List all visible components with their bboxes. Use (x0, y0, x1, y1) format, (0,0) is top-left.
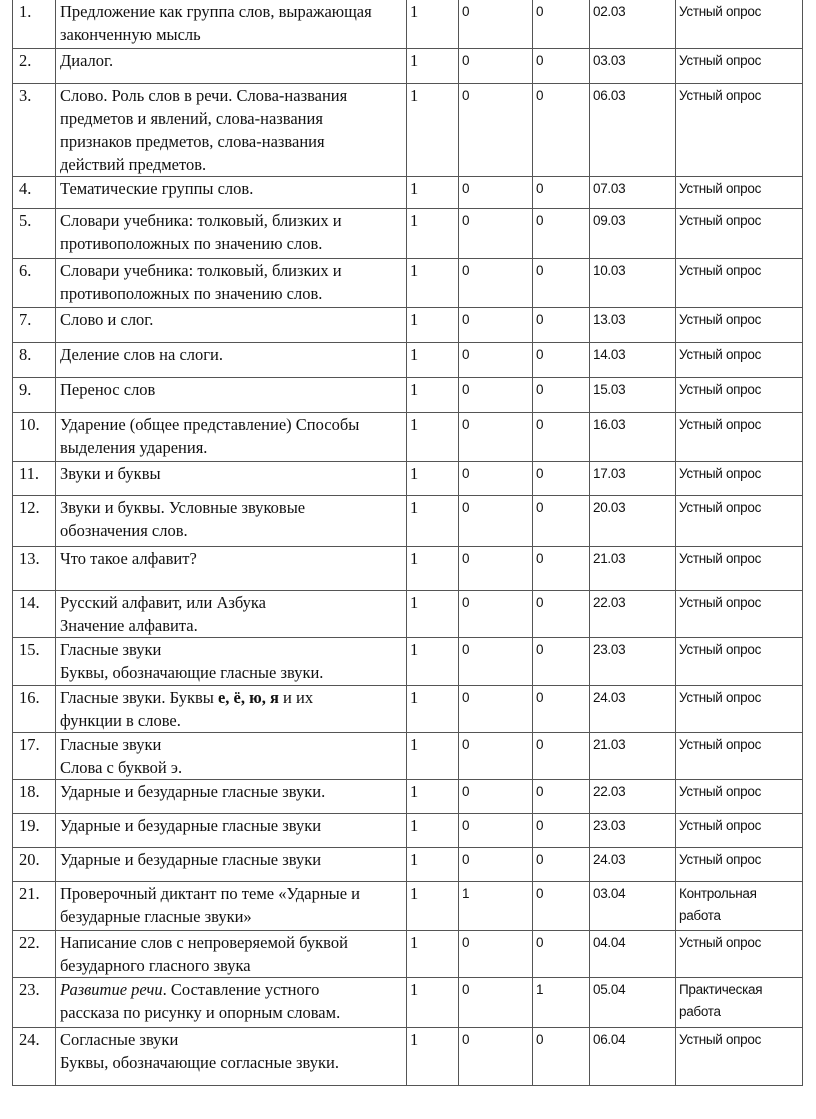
practical-work-cell: 0 (533, 591, 590, 638)
date-cell: 21.03 (590, 547, 676, 591)
hours-cell: 1 (407, 496, 459, 547)
hours-cell: 1 (407, 591, 459, 638)
topic-line: противоположных по значению слов. (60, 234, 323, 253)
topic-line: обозначения слов. (60, 521, 188, 540)
lesson-topic-cell (56, 49, 407, 84)
control-work-cell: 0 (459, 591, 533, 638)
practical-work-cell: 0 (533, 814, 590, 848)
topic-line: Проверочный диктант по теме «Ударные и (60, 884, 361, 903)
lesson-number-cell: 1. (13, 0, 56, 49)
lesson-number-cell: 7. (13, 308, 56, 343)
topic-text: и их (278, 688, 314, 707)
table-row (13, 733, 803, 780)
topic-line: Диалог. (60, 51, 114, 70)
date-cell: 06.03 (590, 84, 676, 177)
hours-cell: 1 (407, 931, 459, 978)
lesson-topic-cell (56, 259, 407, 308)
practical-work-cell: 0 (533, 686, 590, 733)
topic-line: Слова с буквой э. (60, 758, 183, 777)
lesson-topic-cell (56, 462, 407, 496)
lesson-topic-cell (56, 378, 407, 413)
lesson-topic-cell (56, 308, 407, 343)
topic-line: функции в слове. (60, 711, 181, 730)
date-cell: 15.03 (590, 378, 676, 413)
control-work-cell: 0 (459, 780, 533, 814)
lesson-number-cell: 24. (13, 1028, 56, 1086)
practical-work-cell: 0 (533, 547, 590, 591)
control-work-cell: 0 (459, 931, 533, 978)
control-work-cell: 0 (459, 84, 533, 177)
date-cell: 10.03 (590, 259, 676, 308)
topic-line (60, 686, 406, 709)
hours-cell: 1 (407, 308, 459, 343)
topic-line: Ударные и безударные гласные звуки (60, 816, 322, 835)
date-cell: 05.04 (590, 978, 676, 1028)
topic-line: предметов и явлений, слова-названия (60, 109, 323, 128)
practical-work-cell: 0 (533, 49, 590, 84)
assessment-form-cell: Устный опрос (676, 591, 803, 638)
hours-cell: 1 (407, 638, 459, 686)
topic-line: Предложение как группа слов, выражающая (60, 2, 372, 21)
lesson-number-cell: 23. (13, 978, 56, 1028)
lesson-number-cell: 15. (13, 638, 56, 686)
table-row (13, 209, 803, 259)
assessment-form-cell: Устный опрос (676, 1028, 803, 1086)
lesson-topic-cell (56, 0, 407, 49)
topic-line: Согласные звуки (60, 1030, 179, 1049)
practical-work-cell: 0 (533, 1028, 590, 1086)
hours-cell: 1 (407, 378, 459, 413)
topic-line: Написание слов с непроверяемой буквой (60, 933, 348, 952)
lesson-number-cell: 9. (13, 378, 56, 413)
control-work-cell: 0 (459, 209, 533, 259)
control-work-cell: 0 (459, 638, 533, 686)
topic-line: рассказа по рисунку и опорным словам. (60, 1003, 341, 1022)
table-row (13, 462, 803, 496)
table-row (13, 848, 803, 882)
date-cell: 13.03 (590, 308, 676, 343)
lesson-topic-cell (56, 413, 407, 462)
table-row (13, 343, 803, 378)
practical-work-cell: 0 (533, 84, 590, 177)
lesson-topic-cell (56, 496, 407, 547)
table-row (13, 496, 803, 547)
practical-work-cell: 0 (533, 0, 590, 49)
lesson-number-cell: 2. (13, 49, 56, 84)
assessment-form-cell: Устный опрос (676, 259, 803, 308)
topic-line: Деление слов на слоги. (60, 345, 223, 364)
practical-work-cell: 0 (533, 638, 590, 686)
control-work-cell: 0 (459, 1028, 533, 1086)
lesson-number-cell: 14. (13, 591, 56, 638)
date-cell: 03.03 (590, 49, 676, 84)
control-work-cell: 0 (459, 259, 533, 308)
lesson-topic-cell (56, 547, 407, 591)
table-row (13, 547, 803, 591)
assessment-form-cell: Устный опрос (676, 84, 803, 177)
date-cell: 23.03 (590, 814, 676, 848)
hours-cell: 1 (407, 978, 459, 1028)
topic-line: противоположных по значению слов. (60, 284, 323, 303)
table-row (13, 978, 803, 1028)
lesson-topic-cell (56, 177, 407, 209)
hours-cell: 1 (407, 547, 459, 591)
table-row (13, 84, 803, 177)
practical-work-cell: 0 (533, 413, 590, 462)
table-row (13, 0, 803, 49)
lesson-number-cell: 8. (13, 343, 56, 378)
lesson-topic-cell (56, 814, 407, 848)
control-work-cell: 0 (459, 413, 533, 462)
assessment-form-cell: Устный опрос (676, 848, 803, 882)
practical-work-cell: 0 (533, 882, 590, 931)
lesson-number-cell: 22. (13, 931, 56, 978)
date-cell: 17.03 (590, 462, 676, 496)
topic-line: Что такое алфавит? (60, 549, 197, 568)
hours-cell: 1 (407, 733, 459, 780)
control-work-cell: 0 (459, 496, 533, 547)
date-cell: 06.04 (590, 1028, 676, 1086)
topic-line: Буквы, обозначающие согласные звуки. (60, 1053, 340, 1072)
lesson-topic-cell (56, 343, 407, 378)
hours-cell: 1 (407, 462, 459, 496)
hours-cell: 1 (407, 343, 459, 378)
topic-line: Гласные звуки (60, 735, 162, 754)
date-cell: 23.03 (590, 638, 676, 686)
table-row (13, 686, 803, 733)
table-row (13, 1028, 803, 1086)
lesson-topic-cell (56, 209, 407, 259)
practical-work-cell: 0 (533, 308, 590, 343)
hours-cell: 1 (407, 209, 459, 259)
topic-line: выделения ударения. (60, 438, 208, 457)
control-work-cell: 0 (459, 308, 533, 343)
topic-line: Ударение (общее представление) Способы (60, 415, 360, 434)
table-row (13, 814, 803, 848)
table-row (13, 413, 803, 462)
topic-line: Ударные и безударные гласные звуки. (60, 782, 326, 801)
topic-line: Слово. Роль слов в речи. Слова-названия (60, 86, 348, 105)
assessment-form-cell: Устный опрос (676, 733, 803, 780)
practical-work-cell: 0 (533, 259, 590, 308)
practical-work-cell: 0 (533, 177, 590, 209)
topic-italic-text: Развитие речи (60, 980, 163, 999)
topic-line: Слово и слог. (60, 310, 154, 329)
lesson-topic-cell (56, 84, 407, 177)
lesson-plan-table (12, 0, 803, 1086)
table-row (13, 931, 803, 978)
practical-work-cell: 0 (533, 343, 590, 378)
topic-line: Словари учебника: толковый, близких и (60, 261, 342, 280)
lesson-number-cell: 20. (13, 848, 56, 882)
date-cell: 07.03 (590, 177, 676, 209)
assessment-form-cell: Устный опрос (676, 308, 803, 343)
topic-line: Тематические группы слов. (60, 179, 254, 198)
topic-line (60, 978, 406, 1001)
assessment-form-cell: Устный опрос (676, 177, 803, 209)
topic-line: Словари учебника: толковый, близких и (60, 211, 342, 230)
topic-text: . Составление устного (162, 980, 320, 999)
control-work-cell: 0 (459, 177, 533, 209)
lesson-topic-cell (56, 848, 407, 882)
lesson-topic-cell (56, 978, 407, 1028)
hours-cell: 1 (407, 413, 459, 462)
date-cell: 14.03 (590, 343, 676, 378)
assessment-form-cell: Устный опрос (676, 343, 803, 378)
topic-line: действий предметов. (60, 155, 207, 174)
hours-cell: 1 (407, 882, 459, 931)
lesson-number-cell: 13. (13, 547, 56, 591)
date-cell: 24.03 (590, 686, 676, 733)
assessment-form-cell: Устный опрос (676, 931, 803, 978)
hours-cell: 1 (407, 848, 459, 882)
form-line: работа (679, 1004, 721, 1019)
assessment-form-cell: Устный опрос (676, 209, 803, 259)
control-work-cell: 0 (459, 978, 533, 1028)
control-work-cell: 0 (459, 848, 533, 882)
control-work-cell: 0 (459, 814, 533, 848)
control-work-cell: 0 (459, 733, 533, 780)
date-cell: 20.03 (590, 496, 676, 547)
practical-work-cell: 0 (533, 848, 590, 882)
table-row (13, 882, 803, 931)
lesson-number-cell: 18. (13, 780, 56, 814)
lesson-number-cell: 16. (13, 686, 56, 733)
lesson-number-cell: 17. (13, 733, 56, 780)
assessment-form-cell (676, 882, 803, 931)
topic-text: Гласные звуки. Буквы (60, 688, 218, 707)
practical-work-cell: 0 (533, 209, 590, 259)
lesson-number-cell: 19. (13, 814, 56, 848)
control-work-cell: 1 (459, 882, 533, 931)
lesson-number-cell: 10. (13, 413, 56, 462)
hours-cell: 1 (407, 84, 459, 177)
topic-line: Русский алфавит, или Азбука (60, 593, 266, 612)
lesson-number-cell: 6. (13, 259, 56, 308)
lesson-table-body (13, 0, 803, 1086)
lesson-topic-cell (56, 591, 407, 638)
control-work-cell: 0 (459, 49, 533, 84)
lesson-topic-cell (56, 733, 407, 780)
control-work-cell: 0 (459, 547, 533, 591)
form-line: работа (679, 908, 721, 923)
assessment-form-cell: Устный опрос (676, 0, 803, 49)
topic-line: Звуки и буквы. Условные звуковые (60, 498, 306, 517)
lesson-number-cell: 11. (13, 462, 56, 496)
lesson-number-cell: 4. (13, 177, 56, 209)
table-row (13, 638, 803, 686)
hours-cell: 1 (407, 686, 459, 733)
date-cell: 09.03 (590, 209, 676, 259)
topic-line: Гласные звуки (60, 640, 162, 659)
lesson-topic-cell (56, 780, 407, 814)
date-cell: 22.03 (590, 780, 676, 814)
date-cell: 16.03 (590, 413, 676, 462)
hours-cell: 1 (407, 177, 459, 209)
control-work-cell: 0 (459, 686, 533, 733)
table-row (13, 49, 803, 84)
table-row (13, 780, 803, 814)
date-cell: 21.03 (590, 733, 676, 780)
date-cell: 02.03 (590, 0, 676, 49)
topic-line: безударного гласного звука (60, 956, 251, 975)
date-cell: 24.03 (590, 848, 676, 882)
hours-cell: 1 (407, 780, 459, 814)
hours-cell: 1 (407, 49, 459, 84)
topic-line: Ударные и безударные гласные звуки (60, 850, 322, 869)
assessment-form-cell: Устный опрос (676, 638, 803, 686)
hours-cell: 1 (407, 814, 459, 848)
table-row (13, 177, 803, 209)
date-cell: 22.03 (590, 591, 676, 638)
topic-line: Значение алфавита. (60, 616, 198, 635)
control-work-cell: 0 (459, 343, 533, 378)
date-cell: 03.04 (590, 882, 676, 931)
assessment-form-cell: Устный опрос (676, 780, 803, 814)
topic-line: Буквы, обозначающие гласные звуки. (60, 663, 324, 682)
table-row (13, 591, 803, 638)
lesson-number-cell: 12. (13, 496, 56, 547)
practical-work-cell: 0 (533, 496, 590, 547)
lesson-number-cell: 21. (13, 882, 56, 931)
lesson-topic-cell (56, 638, 407, 686)
assessment-form-cell: Устный опрос (676, 814, 803, 848)
table-row (13, 308, 803, 343)
assessment-form-cell: Устный опрос (676, 378, 803, 413)
assessment-form-cell: Устный опрос (676, 496, 803, 547)
topic-bold-letters: е, ё, ю, я (217, 688, 279, 707)
practical-work-cell: 0 (533, 780, 590, 814)
form-line: Контрольная (679, 886, 757, 901)
assessment-form-cell: Устный опрос (676, 686, 803, 733)
assessment-form-cell: Устный опрос (676, 413, 803, 462)
practical-work-cell: 0 (533, 931, 590, 978)
topic-line: признаков предметов, слова-названия (60, 132, 325, 151)
assessment-form-cell: Устный опрос (676, 462, 803, 496)
lesson-topic-cell (56, 686, 407, 733)
assessment-form-cell: Устный опрос (676, 49, 803, 84)
lesson-topic-cell (56, 882, 407, 931)
table-row (13, 378, 803, 413)
form-line: Практическая (679, 982, 763, 997)
assessment-form-cell: Устный опрос (676, 547, 803, 591)
practical-work-cell: 0 (533, 733, 590, 780)
practical-work-cell: 1 (533, 978, 590, 1028)
hours-cell: 1 (407, 259, 459, 308)
lesson-topic-cell (56, 1028, 407, 1086)
table-row (13, 259, 803, 308)
control-work-cell: 0 (459, 0, 533, 49)
control-work-cell: 0 (459, 462, 533, 496)
lesson-number-cell: 5. (13, 209, 56, 259)
hours-cell: 1 (407, 1028, 459, 1086)
lesson-topic-cell (56, 931, 407, 978)
hours-cell: 1 (407, 0, 459, 49)
topic-line: Звуки и буквы (60, 464, 161, 483)
practical-work-cell: 0 (533, 462, 590, 496)
topic-line: безударные гласные звуки» (60, 907, 252, 926)
control-work-cell: 0 (459, 378, 533, 413)
topic-line: законченную мысль (60, 25, 201, 44)
topic-line: Перенос слов (60, 380, 156, 399)
practical-work-cell: 0 (533, 378, 590, 413)
date-cell: 04.04 (590, 931, 676, 978)
assessment-form-cell (676, 978, 803, 1028)
lesson-number-cell: 3. (13, 84, 56, 177)
